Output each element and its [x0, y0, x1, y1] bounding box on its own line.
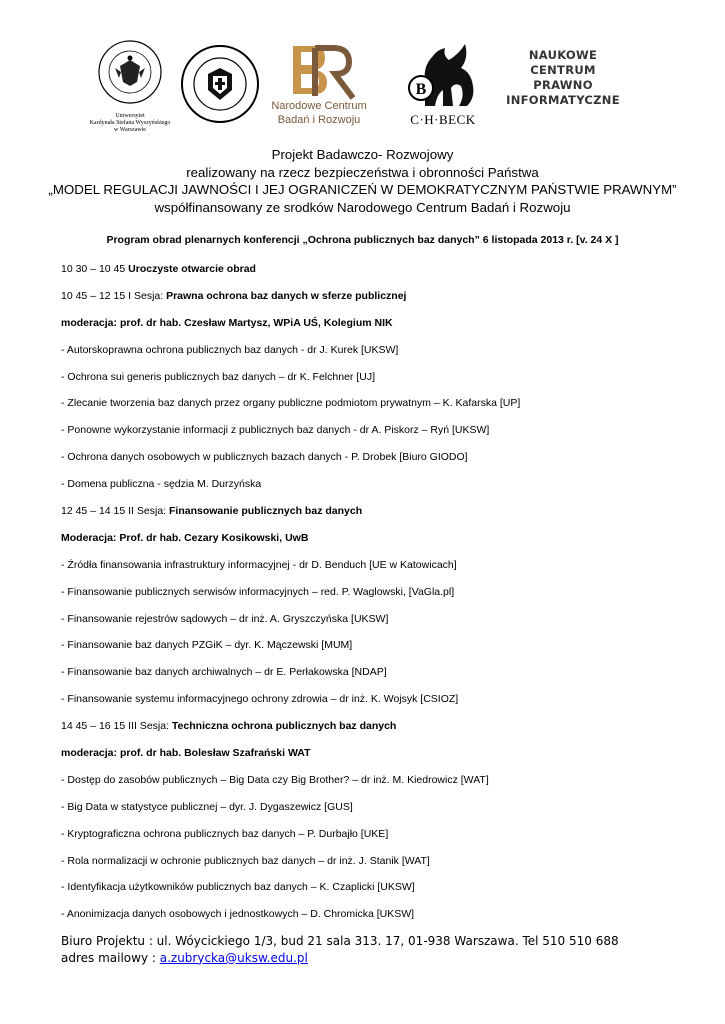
ncbr-logo [263, 42, 375, 134]
header-line-2: realizowany na rzecz bezpieczeństwa i obronności Państwa [186, 164, 539, 180]
uksw-caption-1: Uniwersytet [115, 113, 145, 119]
list-item: - Finansowanie baz danych archiwalnych – dr E. Perłakowska [NDAP] [61, 666, 387, 679]
npi-line-4: INFORMATYCZNE [506, 93, 620, 107]
opening-time: 10 30 – 10 45 [61, 263, 129, 275]
list-item: - Finansowanie baz danych PZGiK – dyr. K. Mączewski [MUM] [61, 639, 353, 652]
ncbr-name-1: Narodowe Centrum [271, 100, 367, 112]
footer [61, 933, 619, 966]
session-3-time: 14 45 – 16 15 III Sesja: [61, 720, 172, 733]
npi-line-2: CENTRUM [530, 63, 596, 77]
session-2-moderation: Moderacja: Prof. dr hab. Cezary Kosikowski, UwB [61, 531, 309, 544]
uksw-caption-3: w Warszawie [114, 127, 146, 133]
beck-logo [403, 40, 483, 132]
session-2-title: Finansowanie publicznych baz danych [169, 505, 363, 518]
session-1-moderation: moderacja: prof. dr hab. Czesław Martysz, WPiA UŚ, Kolegium NIK [61, 316, 393, 329]
npi-line-1: NAUKOWE [528, 48, 598, 62]
session-2-time: 12 45 – 14 15 II Sesja: [61, 505, 169, 518]
list-item: - Big Data w statystyce publicznej – dyr. J. Dygaszewicz [GUS] [61, 800, 353, 813]
session-1-heading [61, 286, 681, 313]
list-item: - Ochrona danych osobowych w publicznych bazach danych - P. Drobek [Biuro GIODO] [61, 451, 468, 464]
list-item: - Rola normalizacji w ochronie publicznych baz danych – dr inż. J. Stanik [WAT] [61, 854, 430, 867]
session-3-title: Techniczna ochrona publicznych baz danych [171, 720, 397, 733]
list-item: - Źródła finansowania infrastruktury informacyjnej - dr D. Benduch [UE w Katowicach] [61, 558, 457, 571]
list-item: - Kryptograficzna ochrona publicznych baz danych – P. Durbajło [UKE] [61, 827, 389, 840]
list-item: - Dostęp do zasobów publicznych – Big Data czy Big Brother? – dr inż. M. Kiedrowicz [WAT] [61, 773, 489, 786]
uksw-seal-icon [85, 38, 175, 106]
beck-name: C·H·BECK [410, 112, 476, 127]
npi-line-3: PRAWNO [533, 78, 593, 92]
footer-mail-line [61, 950, 619, 967]
list-item: - Domena publiczna - sędzia M. Durzyńska [61, 478, 262, 491]
session-3-heading [61, 716, 681, 743]
list-item: - Ochrona sui generis publicznych baz danych – dr K. Felchner [UJ] [61, 370, 375, 383]
session-2-heading [61, 501, 681, 528]
uwr-logo [180, 44, 260, 124]
list-item: - Zlecanie tworzenia baz danych przez organy publiczne podmiotom prywatnym – K. Kafarska [UP] [61, 397, 521, 410]
email-link[interactable]: a.zubrycka@uksw.edu.pl [159, 950, 308, 965]
header-line-3: „MODEL REGULACJI JAWNOŚCI I JEJ OGRANICZEŃ W DEMOKRATYCZNYM PAŃSTWIE PRAWNYM” [48, 182, 677, 197]
list-item: - Finansowanie publicznych serwisów informacyjnych – red. P. Waglowski, [VaGla.pl] [61, 585, 455, 598]
agenda [61, 259, 681, 931]
npi-logo [503, 48, 623, 118]
uwr-seal-icon [180, 44, 260, 124]
ncbr-name-2: Badań i Rozwoju [277, 114, 361, 126]
ncbr-monogram-icon [263, 42, 375, 100]
session-1-time: 10 45 – 12 15 I Sesja: [61, 289, 167, 302]
uksw-caption-2: Kardynała Stefana Wyszyńskiego [89, 120, 171, 126]
header-line-4: współfinansowany ze srodków Narodowego Centrum Badań i Rozwoju [154, 199, 571, 215]
header-line-1: Projekt Badawczo- Rozwojowy [271, 147, 454, 162]
program-title: Program obrad plenarnych konferencji „Ochrona publicznych baz danych” 6 listopada 2013 r. [v. 24 X ] [106, 234, 619, 246]
logo-strip [85, 38, 645, 138]
footer-mail-label: adres mailowy : [61, 950, 160, 965]
session-3-moderation: moderacja: prof. dr hab. Bolesław Szafrański WAT [61, 747, 311, 760]
footer-address: Biuro Projektu : ul. Wóycickiego 1/3, bud 21 sala 313. 17, 01-938 Warszawa. Tel 510 510 688 [61, 934, 619, 948]
list-item: - Finansowanie systemu informacyjnego ochrony zdrowia – dr inż. K. Wojsyk [CSIOZ] [61, 693, 459, 706]
list-item: - Autorskoprawna ochrona publicznych baz danych - dr J. Kurek [UKSW] [61, 343, 399, 356]
agenda-opening [61, 259, 681, 286]
list-item: - Ponowne wykorzystanie informacji z publicznych baz danych - dr A. Piskorz – Ryń [UKSW] [61, 424, 490, 437]
list-item: - Identyfikacja użytkowników publicznych baz danych – K. Czaplicki [UKSW] [61, 881, 415, 894]
griffin-icon [403, 40, 483, 112]
uksw-logo [85, 38, 175, 138]
session-1-title: Prawna ochrona baz danych w sferze publicznej [166, 289, 407, 302]
list-item: - Finansowanie rejestrów sądowych – dr inż. A. Gryszczyńska [UKSW] [61, 612, 389, 625]
opening-title: Uroczyste otwarcie obrad [128, 263, 256, 275]
list-item: - Anonimizacja danych osobowych i jednostkowych – D. Chromicka [UKSW] [61, 908, 415, 921]
project-header [0, 146, 725, 216]
beck-mark: B [415, 81, 427, 98]
